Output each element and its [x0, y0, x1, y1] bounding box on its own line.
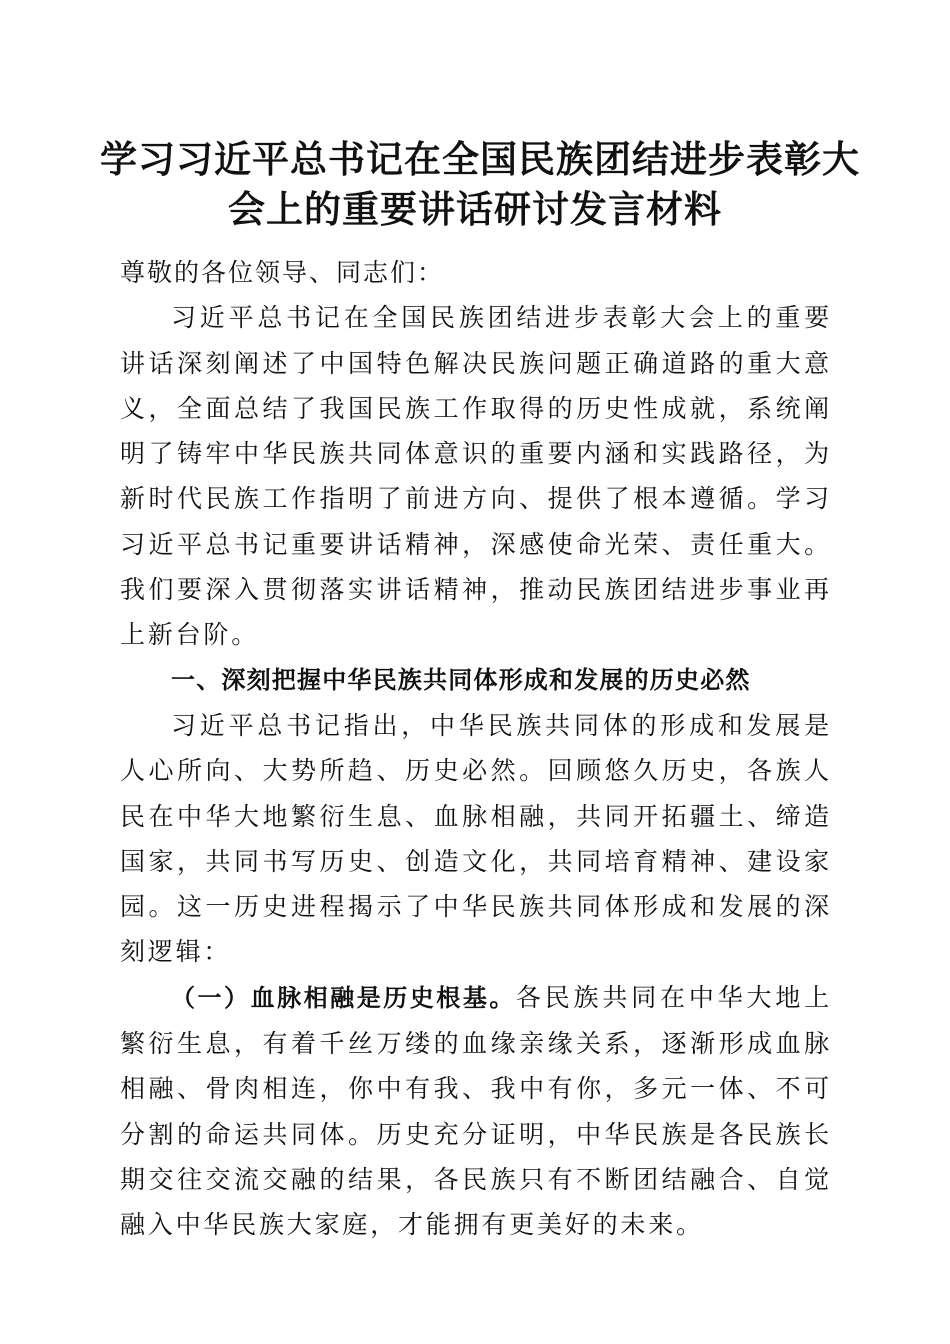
document-title-line-1: 学习习近平总书记在全国民族团结进步表彰大 [100, 138, 860, 181]
salutation: 尊敬的各位领导、同志们： [120, 258, 445, 287]
subsection-1-lead: （一）血脉相融是历史根基。 [171, 983, 516, 1012]
document-body [120, 250, 832, 1248]
subsection-1-paragraph [120, 975, 832, 1248]
intro-paragraph: 习近平总书记在全国民族团结进步表彰大会上的重要讲话深刻阐述了中国特色解决民族问题正确道路的重大意义，全面总结了我国民族工作取得的历史性成就，系统阐明了铸牢中华民族共同体意识的重要内涵和实践路径，为新时代民族工作指明了前进方向、提供了根本遵循。学习习近平总书记重要讲话精神，深感使命光荣、责任重大。我们要深入贯彻落实讲话精神，推动民族团结进步事业再上新台阶。 [120, 303, 832, 650]
section-heading-1: 一、深刻把握中华民族共同体形成和发展的历史必然 [171, 665, 751, 694]
subsection-1-text: 各民族共同在中华大地上繁衍生息，有着千丝万缕的血缘亲缘关系，逐渐形成血脉相融、骨肉相连，你中有我、我中有你，多元一体、不可分割的命运共同体。历史充分证明，中华民族是各民族长期交往交流交融的结果，各民族只有不断团结融合、自觉融入中华民族大家庭，才能拥有更美好的未来。 [120, 982, 832, 1240]
document-title-line-2: 会上的重要讲话研讨发言材料 [228, 188, 722, 231]
section-1-paragraph: 习近平总书记指出，中华民族共同体的形成和发展是人心所向、大势所趋、历史必然。回顾悠久历史，各族人民在中华大地繁衍生息、血脉相融，共同开拓疆土、缔造国家，共同书写历史、创造文化，共同培育精神、建设家园。这一历史进程揭示了中华民族共同体形成和发展的深刻逻辑： [120, 710, 832, 967]
